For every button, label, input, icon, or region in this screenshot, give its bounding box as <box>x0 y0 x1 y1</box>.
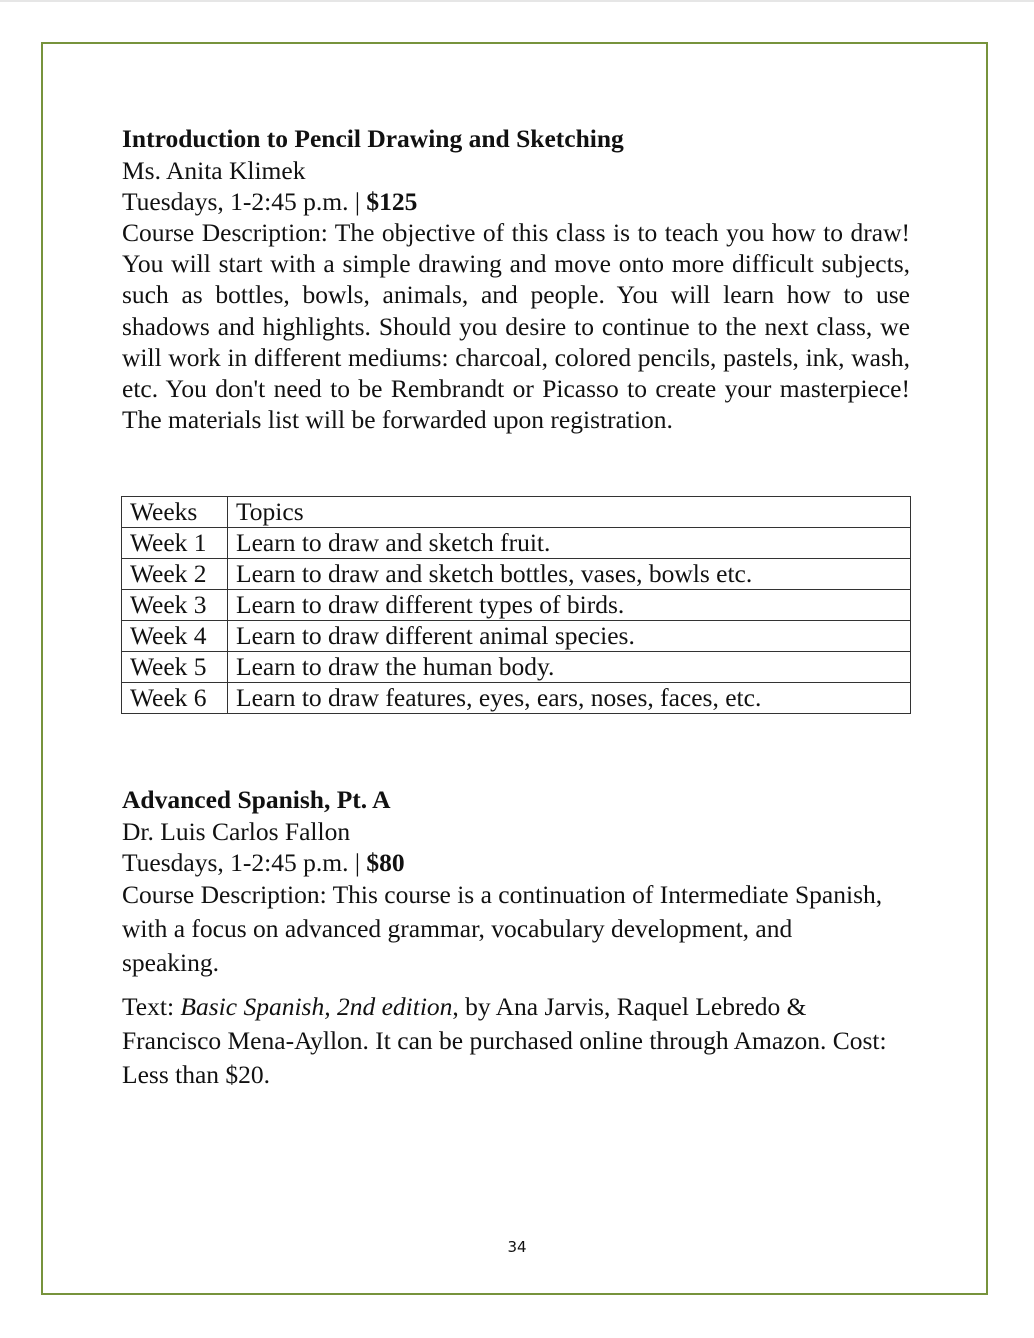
table-row <box>122 683 911 714</box>
schedule-separator: | <box>348 848 367 877</box>
topic-cell: Learn to draw features, eyes, ears, noses, faces, etc. <box>228 683 911 714</box>
table-row <box>122 590 911 621</box>
course-price: $80 <box>366 848 405 877</box>
textbook-details: , by Ana Jarvis, Raquel Lebredo & Francisco Mena-Ayllon. It can be purchased online through Amazon. Cost: Less than $20. <box>122 992 887 1089</box>
course-schedule: Tuesdays, 1-2:45 p.m. <box>122 187 349 216</box>
table-header-row <box>122 497 911 528</box>
course-title: Introduction to Pencil Drawing and Sketching <box>122 124 624 153</box>
table-row <box>122 528 911 559</box>
week-cell: Week 4 <box>122 621 228 652</box>
topic-cell: Learn to draw the human body. <box>228 652 911 683</box>
course-textbook <box>122 990 892 1092</box>
course-instructor: Ms. Anita Klimek <box>122 156 306 185</box>
course-instructor: Dr. Luis Carlos Fallon <box>122 817 351 846</box>
course-price: $125 <box>366 187 418 216</box>
topic-cell: Learn to draw and sketch bottles, vases, bowls etc. <box>228 559 911 590</box>
top-edge-rule <box>0 0 1034 2</box>
table-row <box>122 621 911 652</box>
week-cell: Week 2 <box>122 559 228 590</box>
week-cell: Week 5 <box>122 652 228 683</box>
page-number: 34 <box>507 1238 527 1256</box>
course-advanced-spanish <box>122 784 910 1092</box>
week-cell: Week 1 <box>122 528 228 559</box>
table-row <box>122 652 911 683</box>
topic-cell: Learn to draw and sketch fruit. <box>228 528 911 559</box>
course-pencil-drawing <box>122 123 910 435</box>
topic-cell: Learn to draw different animal species. <box>228 621 911 652</box>
course-description: Course Description: The objective of this class is to teach you how to draw! You will start with a simple drawing and move onto more difficult subjects, such as bottles, bowls, animals, and people. You will learn how to use shadows and highlights. Should you desire to continue to the next class, we will work in different mediums: charcoal, colored pencils, pastels, ink, wash, etc. You don't need to be Rembrandt or Picasso to create your masterpiece! The materials list will be forwarded upon registration. <box>122 218 910 435</box>
textbook-title: Basic Spanish, 2nd edition <box>180 992 453 1021</box>
header-topics: Topics <box>228 497 911 528</box>
header-weeks: Weeks <box>122 497 228 528</box>
schedule-separator: | <box>348 187 367 216</box>
course-title: Advanced Spanish, Pt. A <box>122 785 391 814</box>
textbook-label: Text: <box>122 992 181 1021</box>
table-row <box>122 559 911 590</box>
weekly-topics-table <box>121 496 911 714</box>
week-cell: Week 6 <box>122 683 228 714</box>
course-schedule-line <box>122 847 910 878</box>
topic-cell: Learn to draw different types of birds. <box>228 590 911 621</box>
course-description: Course Description: This course is a continuation of Intermediate Spanish, with a focus on advanced grammar, vocabulary development, and speaking. <box>122 880 883 977</box>
course-schedule-line <box>122 186 910 217</box>
course-schedule: Tuesdays, 1-2:45 p.m. <box>122 848 349 877</box>
week-cell: Week 3 <box>122 590 228 621</box>
